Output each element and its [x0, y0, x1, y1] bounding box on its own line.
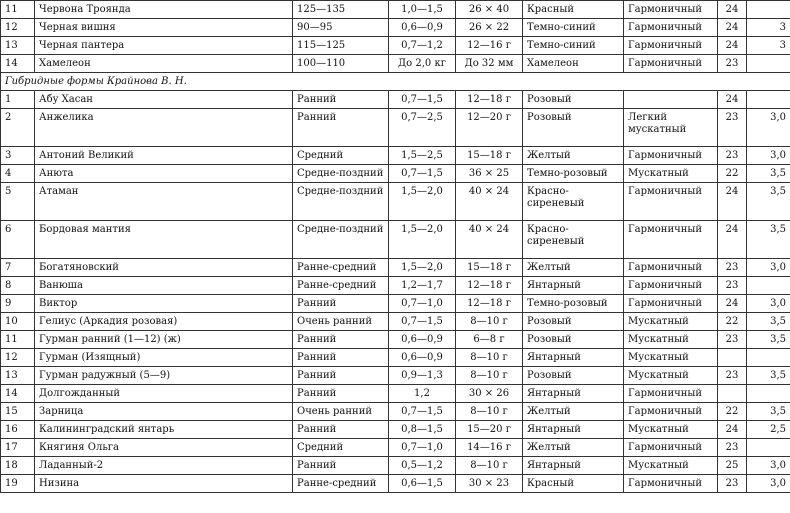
table-row: [1, 349, 790, 367]
cell-variety-name: Черная пантера: [35, 37, 293, 55]
cell-ripening-period: Ранний: [293, 331, 389, 349]
cell-bunch-weight: 1,2: [389, 385, 456, 403]
cell-berry-color: Хамелеон: [523, 55, 624, 73]
cell-row-number: 12: [1, 19, 35, 37]
cell-berry-color: Розовый: [523, 367, 624, 385]
cell-ripening-period: Ранний: [293, 367, 389, 385]
cell-berry-size: 14—16 г: [456, 439, 523, 457]
cell-berry-size: 8—10 г: [456, 403, 523, 421]
cell-sugar-content: 22: [718, 313, 747, 331]
table-row: [1, 367, 790, 385]
cell-variety-name: Анюта: [35, 165, 293, 183]
cell-acidity: 3,0: [747, 259, 790, 277]
cell-berry-size: 6—8 г: [456, 331, 523, 349]
cell-bunch-weight: 1,0—1,5: [389, 1, 456, 19]
cell-berry-color: Красно-сиреневый: [523, 221, 624, 259]
cell-berry-size: 8—10 г: [456, 349, 523, 367]
cell-berry-color: Розовый: [523, 109, 624, 147]
cell-ripening-period: 100—110: [293, 55, 389, 73]
cell-ripening-period: Средне-поздний: [293, 183, 389, 221]
cell-berry-size: 12—18 г: [456, 295, 523, 313]
cell-taste: Мускатный: [624, 313, 718, 331]
cell-ripening-period: Ранний: [293, 421, 389, 439]
cell-berry-size: 26 × 40: [456, 1, 523, 19]
table-row: [1, 475, 790, 493]
cell-ripening-period: Ранний: [293, 295, 389, 313]
cell-taste: Мускатный: [624, 367, 718, 385]
cell-acidity: [747, 277, 790, 295]
cell-taste: Гармоничный: [624, 403, 718, 421]
cell-sugar-content: 23: [718, 475, 747, 493]
cell-berry-size: 8—10 г: [456, 367, 523, 385]
cell-ripening-period: Ранний: [293, 457, 389, 475]
cell-sugar-content: 23: [718, 147, 747, 165]
table-row: [1, 183, 790, 221]
cell-berry-color: Желтый: [523, 439, 624, 457]
table-row: [1, 19, 790, 37]
cell-bunch-weight: 1,5—2,0: [389, 221, 456, 259]
cell-ripening-period: 90—95: [293, 19, 389, 37]
cell-sugar-content: [718, 349, 747, 367]
section-header-row: [1, 73, 790, 91]
table-row: [1, 331, 790, 349]
table-row: [1, 295, 790, 313]
cell-berry-color: Желтый: [523, 259, 624, 277]
cell-sugar-content: 24: [718, 221, 747, 259]
cell-variety-name: Зарница: [35, 403, 293, 421]
cell-berry-color: Янтарный: [523, 277, 624, 295]
cell-row-number: 10: [1, 313, 35, 331]
cell-variety-name: Богатяновский: [35, 259, 293, 277]
cell-taste: Мускатный: [624, 349, 718, 367]
cell-taste: Гармоничный: [624, 1, 718, 19]
cell-sugar-content: 22: [718, 165, 747, 183]
cell-acidity: [747, 55, 790, 73]
cell-berry-color: Розовый: [523, 331, 624, 349]
cell-row-number: 13: [1, 367, 35, 385]
cell-ripening-period: Средне-поздний: [293, 165, 389, 183]
cell-berry-size: 30 × 26: [456, 385, 523, 403]
cell-acidity: 3: [747, 37, 790, 55]
table-row: [1, 109, 790, 147]
cell-berry-color: Розовый: [523, 313, 624, 331]
cell-bunch-weight: 0,6—0,9: [389, 349, 456, 367]
cell-sugar-content: 23: [718, 331, 747, 349]
cell-row-number: 19: [1, 475, 35, 493]
cell-berry-color: Янтарный: [523, 457, 624, 475]
cell-sugar-content: 24: [718, 91, 747, 109]
cell-acidity: [747, 91, 790, 109]
cell-variety-name: Гурман радужный (5—9): [35, 367, 293, 385]
cell-row-number: 17: [1, 439, 35, 457]
cell-sugar-content: 24: [718, 183, 747, 221]
cell-acidity: 3,0: [747, 475, 790, 493]
cell-variety-name: Гелиус (Аркадия розовая): [35, 313, 293, 331]
table-row: [1, 439, 790, 457]
cell-ripening-period: Ранне-средний: [293, 475, 389, 493]
cell-variety-name: Черная вишня: [35, 19, 293, 37]
table-row: [1, 403, 790, 421]
cell-ripening-period: Ранне-средний: [293, 259, 389, 277]
cell-sugar-content: 25: [718, 457, 747, 475]
table-row: [1, 457, 790, 475]
cell-ripening-period: Очень ранний: [293, 403, 389, 421]
cell-berry-size: 15—18 г: [456, 147, 523, 165]
cell-berry-color: Темно-розовый: [523, 165, 624, 183]
cell-variety-name: Калининградский янтарь: [35, 421, 293, 439]
cell-row-number: 16: [1, 421, 35, 439]
cell-bunch-weight: 1,5—2,5: [389, 147, 456, 165]
cell-taste: Гармоничный: [624, 55, 718, 73]
cell-sugar-content: 23: [718, 55, 747, 73]
cell-variety-name: Анжелика: [35, 109, 293, 147]
cell-taste: Мускатный: [624, 331, 718, 349]
cell-taste: Гармоничный: [624, 147, 718, 165]
table-row: [1, 165, 790, 183]
cell-bunch-weight: До 2,0 кг: [389, 55, 456, 73]
cell-bunch-weight: 1,2—1,7: [389, 277, 456, 295]
cell-variety-name: Ладанный-2: [35, 457, 293, 475]
table-row: [1, 385, 790, 403]
cell-acidity: 3,0: [747, 109, 790, 147]
table-body: [1, 1, 790, 493]
cell-row-number: 4: [1, 165, 35, 183]
cell-taste: Мускатный: [624, 457, 718, 475]
cell-berry-color: Темно-синий: [523, 19, 624, 37]
cell-bunch-weight: 0,7—2,5: [389, 109, 456, 147]
cell-berry-color: Желтый: [523, 147, 624, 165]
cell-sugar-content: 23: [718, 109, 747, 147]
cell-acidity: 3: [747, 19, 790, 37]
cell-acidity: [747, 349, 790, 367]
cell-row-number: 14: [1, 385, 35, 403]
cell-acidity: [747, 1, 790, 19]
table-row: [1, 91, 790, 109]
cell-row-number: 11: [1, 1, 35, 19]
cell-row-number: 2: [1, 109, 35, 147]
cell-bunch-weight: 1,5—2,0: [389, 259, 456, 277]
cell-berry-size: 12—18 г: [456, 277, 523, 295]
cell-variety-name: Червона Троянда: [35, 1, 293, 19]
cell-taste: Легкий мускатный: [624, 109, 718, 147]
table-row: [1, 147, 790, 165]
cell-acidity: 3,5: [747, 183, 790, 221]
cell-berry-size: 12—16 г: [456, 37, 523, 55]
cell-berry-color: Красно-сиреневый: [523, 183, 624, 221]
cell-variety-name: Антоний Великий: [35, 147, 293, 165]
cell-row-number: 18: [1, 457, 35, 475]
cell-variety-name: Низина: [35, 475, 293, 493]
cell-acidity: 3,5: [747, 331, 790, 349]
cell-bunch-weight: 0,6—1,5: [389, 475, 456, 493]
cell-bunch-weight: 0,6—0,9: [389, 331, 456, 349]
table-row: [1, 313, 790, 331]
cell-sugar-content: [718, 385, 747, 403]
cell-row-number: 7: [1, 259, 35, 277]
cell-acidity: 3,5: [747, 313, 790, 331]
cell-taste: Гармоничный: [624, 221, 718, 259]
cell-row-number: 13: [1, 37, 35, 55]
cell-row-number: 11: [1, 331, 35, 349]
cell-bunch-weight: 1,5—2,0: [389, 183, 456, 221]
cell-ripening-period: Ранний: [293, 349, 389, 367]
cell-acidity: 3,5: [747, 165, 790, 183]
cell-taste: Гармоничный: [624, 295, 718, 313]
cell-bunch-weight: 0,7—1,5: [389, 165, 456, 183]
cell-variety-name: Гурман ранний (1—12) (ж): [35, 331, 293, 349]
cell-taste: Мускатный: [624, 421, 718, 439]
cell-bunch-weight: 0,7—1,5: [389, 403, 456, 421]
cell-berry-color: Янтарный: [523, 421, 624, 439]
cell-acidity: 3,5: [747, 221, 790, 259]
cell-acidity: 3,5: [747, 367, 790, 385]
cell-bunch-weight: 0,7—1,5: [389, 91, 456, 109]
cell-acidity: [747, 385, 790, 403]
cell-bunch-weight: 0,7—1,5: [389, 313, 456, 331]
cell-row-number: 6: [1, 221, 35, 259]
cell-variety-name: Хамелеон: [35, 55, 293, 73]
cell-taste: Гармоничный: [624, 385, 718, 403]
cell-bunch-weight: 0,7—1,2: [389, 37, 456, 55]
cell-variety-name: Виктор: [35, 295, 293, 313]
cell-bunch-weight: 0,6—0,9: [389, 19, 456, 37]
cell-berry-color: Красный: [523, 475, 624, 493]
cell-berry-color: Красный: [523, 1, 624, 19]
cell-ripening-period: Ранне-средний: [293, 277, 389, 295]
cell-sugar-content: 23: [718, 367, 747, 385]
cell-bunch-weight: 0,8—1,5: [389, 421, 456, 439]
cell-ripening-period: 125—135: [293, 1, 389, 19]
cell-bunch-weight: 0,5—1,2: [389, 457, 456, 475]
cell-variety-name: Гурман (Изящный): [35, 349, 293, 367]
cell-row-number: 8: [1, 277, 35, 295]
cell-berry-size: 8—10 г: [456, 313, 523, 331]
cell-berry-color: Темно-розовый: [523, 295, 624, 313]
cell-taste: Мускатный: [624, 165, 718, 183]
cell-sugar-content: 24: [718, 37, 747, 55]
cell-row-number: 5: [1, 183, 35, 221]
table-row: [1, 37, 790, 55]
cell-acidity: 3,0: [747, 147, 790, 165]
cell-berry-size: 15—18 г: [456, 259, 523, 277]
cell-sugar-content: 24: [718, 1, 747, 19]
cell-bunch-weight: 0,9—1,3: [389, 367, 456, 385]
cell-berry-size: 40 × 24: [456, 221, 523, 259]
cell-berry-size: 40 × 24: [456, 183, 523, 221]
cell-row-number: 15: [1, 403, 35, 421]
cell-ripening-period: Средний: [293, 439, 389, 457]
cell-berry-size: До 32 мм: [456, 55, 523, 73]
cell-row-number: 1: [1, 91, 35, 109]
cell-acidity: [747, 439, 790, 457]
cell-berry-color: Янтарный: [523, 385, 624, 403]
cell-variety-name: Долгожданный: [35, 385, 293, 403]
cell-taste: Гармоничный: [624, 277, 718, 295]
cell-variety-name: Атаман: [35, 183, 293, 221]
cell-acidity: 2,5: [747, 421, 790, 439]
cell-taste: Гармоничный: [624, 475, 718, 493]
cell-bunch-weight: 0,7—1,0: [389, 295, 456, 313]
cell-taste: [624, 91, 718, 109]
cell-ripening-period: Ранний: [293, 385, 389, 403]
cell-acidity: 3,0: [747, 457, 790, 475]
cell-berry-size: 12—20 г: [456, 109, 523, 147]
cell-variety-name: Ванюша: [35, 277, 293, 295]
cell-berry-color: Темно-синий: [523, 37, 624, 55]
cell-row-number: 14: [1, 55, 35, 73]
cell-taste: Гармоничный: [624, 439, 718, 457]
cell-acidity: 3,5: [747, 403, 790, 421]
cell-sugar-content: 24: [718, 295, 747, 313]
cell-berry-size: 26 × 22: [456, 19, 523, 37]
table-row: [1, 55, 790, 73]
cell-variety-name: Бордовая мантия: [35, 221, 293, 259]
cell-acidity: 3,0: [747, 295, 790, 313]
cell-ripening-period: Очень ранний: [293, 313, 389, 331]
table-row: [1, 259, 790, 277]
cell-ripening-period: Ранний: [293, 91, 389, 109]
cell-sugar-content: 22: [718, 403, 747, 421]
table-row: [1, 221, 790, 259]
cell-berry-size: 12—18 г: [456, 91, 523, 109]
cell-berry-color: Янтарный: [523, 349, 624, 367]
cell-sugar-content: 24: [718, 19, 747, 37]
cell-ripening-period: Средний: [293, 147, 389, 165]
table-row: [1, 277, 790, 295]
cell-sugar-content: 23: [718, 277, 747, 295]
cell-taste: Гармоничный: [624, 259, 718, 277]
cell-berry-color: Розовый: [523, 91, 624, 109]
cell-sugar-content: 23: [718, 439, 747, 457]
cell-berry-size: 8—10 г: [456, 457, 523, 475]
cell-taste: Гармоничный: [624, 183, 718, 221]
cell-sugar-content: 23: [718, 259, 747, 277]
section-title: Гибридные формы Крайнова В. Н.: [1, 73, 790, 91]
cell-taste: Гармоничный: [624, 37, 718, 55]
cell-variety-name: Абу Хасан: [35, 91, 293, 109]
cell-row-number: 3: [1, 147, 35, 165]
cell-berry-size: 36 × 25: [456, 165, 523, 183]
cell-variety-name: Княгиня Ольга: [35, 439, 293, 457]
cell-berry-color: Желтый: [523, 403, 624, 421]
cell-ripening-period: 115—125: [293, 37, 389, 55]
cell-bunch-weight: 0,7—1,0: [389, 439, 456, 457]
cell-ripening-period: Средне-поздний: [293, 221, 389, 259]
cell-sugar-content: 24: [718, 421, 747, 439]
cell-taste: Гармоничный: [624, 19, 718, 37]
cell-ripening-period: Ранний: [293, 109, 389, 147]
table-row: [1, 1, 790, 19]
cell-row-number: 9: [1, 295, 35, 313]
cell-berry-size: 15—20 г: [456, 421, 523, 439]
table-row: [1, 421, 790, 439]
cell-row-number: 12: [1, 349, 35, 367]
cell-berry-size: 30 × 23: [456, 475, 523, 493]
